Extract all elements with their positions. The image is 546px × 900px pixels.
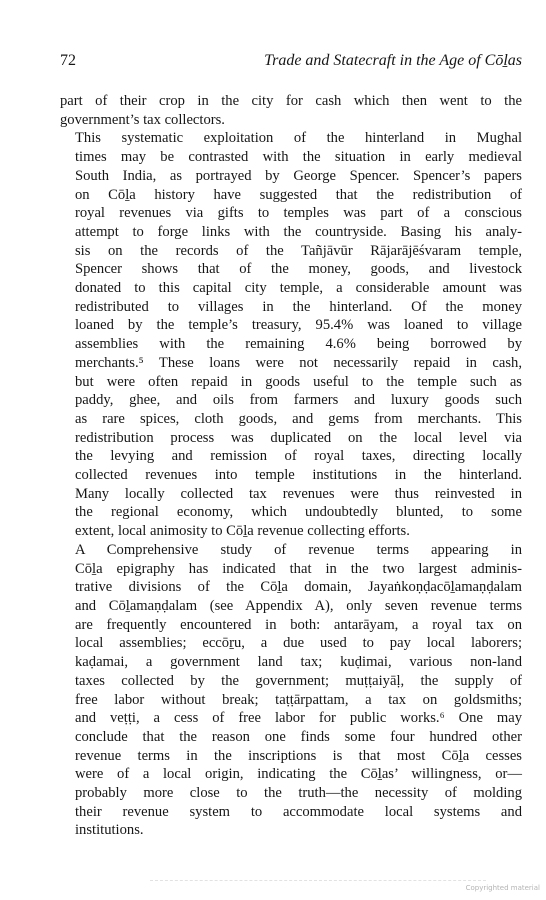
- text-line: probably more close to the truth—the necessity of molding: [75, 785, 522, 802]
- text-line: merchants.⁵ These loans were not necessarily repaid in cash,: [75, 354, 522, 371]
- text-line: and Cōḻamaṇḍalam (see Appendix A), only seven revenue terms: [75, 597, 522, 614]
- page-number: 72: [60, 52, 76, 69]
- text-line: kaḍamai, a government land tax; kuḍimai, various non-land: [75, 654, 522, 671]
- text-line: royal revenues via gifts to temples was part of a conscious: [75, 205, 522, 222]
- text-line: government’s tax collectors.: [60, 111, 225, 128]
- text-line: were of a local origin, indicating the Cōḻas’ willingness, or—: [75, 766, 522, 783]
- text-line: paddy, ghee, and oils from farmers and luxury goods such: [75, 392, 522, 409]
- text-line: local assemblies; eccōṟu, a due used to pay local laborers;: [75, 635, 522, 652]
- text-line: redistributed to villages in the hinterland. Of the money: [75, 298, 522, 315]
- text-line: collected revenues into temple institutions in the hinterland.: [75, 467, 522, 484]
- text-line: as rare spices, cloth goods, and gems from merchants. This: [75, 410, 522, 427]
- text-line: times may be contrasted with the situation in early medieval: [75, 149, 522, 166]
- text-line: Spencer shows that of the money, goods, and livestock: [75, 261, 522, 278]
- paragraph: [60, 129, 522, 540]
- running-head: Trade and Statecraft in the Age of Cōḻas: [264, 52, 522, 69]
- text-line: redistribution process was duplicated on the local level via: [75, 429, 522, 446]
- text-line: This systematic exploitation of the hinterland in Mughal: [75, 130, 522, 147]
- text-line: Many locally collected tax revenues were thus reinvested in: [75, 485, 522, 502]
- text-line: assemblies with the remaining 4.6% being borrowed by: [75, 336, 522, 353]
- page-header: [60, 52, 522, 76]
- text-line: trative divisions of the Cōḻa domain, Jayaṅkoṇḍacōḻamaṇḍalam: [75, 579, 522, 596]
- text-line: extent, local animosity to Cōḻa revenue collecting efforts.: [75, 523, 410, 540]
- text-line: A Comprehensive study of revenue terms appearing in: [75, 541, 522, 558]
- text-line: conclude that the reason one finds some four hundred other: [75, 728, 522, 745]
- body-text: [60, 92, 522, 840]
- paragraph: [60, 92, 522, 129]
- text-line: donated to this capital city temple, a considerable amount was: [75, 280, 522, 297]
- text-line: are frequently encountered in both: antarāyam, a royal tax on: [75, 616, 522, 633]
- text-line: South India, as portrayed by George Spencer. Spencer’s papers: [75, 167, 522, 184]
- text-line: their revenue system to accommodate local systems and: [75, 803, 522, 820]
- paragraph: [60, 541, 522, 840]
- text-line: loaned by the temple’s treasury, 95.4% was loaned to village: [75, 317, 522, 334]
- copyright-watermark: Copyrighted material: [465, 884, 540, 892]
- text-line: institutions.: [75, 822, 144, 839]
- text-line: part of their crop in the city for cash which then went to the: [60, 93, 522, 109]
- text-line: Cōḻa epigraphy has indicated that in the two largest adminis-: [75, 560, 522, 577]
- text-line: on Cōḻa history have suggested that the redistribution of: [75, 186, 522, 203]
- text-line: attempt to forge links with the countryside. Basing his analy-: [75, 223, 522, 240]
- text-line: sis on the records of the Tañjāvūr Rājarājēśvaram temple,: [75, 242, 522, 259]
- text-line: free labor without break; taṭṭārpattam, a tax on goldsmiths;: [75, 691, 522, 708]
- text-line: the regional economy, which undoubtedly blunted, to some: [75, 504, 522, 521]
- text-line: the levying and remission of royal taxes, directing locally: [75, 448, 522, 465]
- text-line: but were often repaid in goods useful to the temple such as: [75, 373, 522, 390]
- text-line: taxes collected by the government; muṭṭaiyāḷ, the supply of: [75, 672, 522, 689]
- text-line: and veṭṭi, a cess of free labor for public works.⁶ One may: [75, 710, 522, 727]
- text-line: revenue terms in the inscriptions is that most Cōḻa cesses: [75, 747, 522, 764]
- scan-artifact-line: [150, 880, 486, 882]
